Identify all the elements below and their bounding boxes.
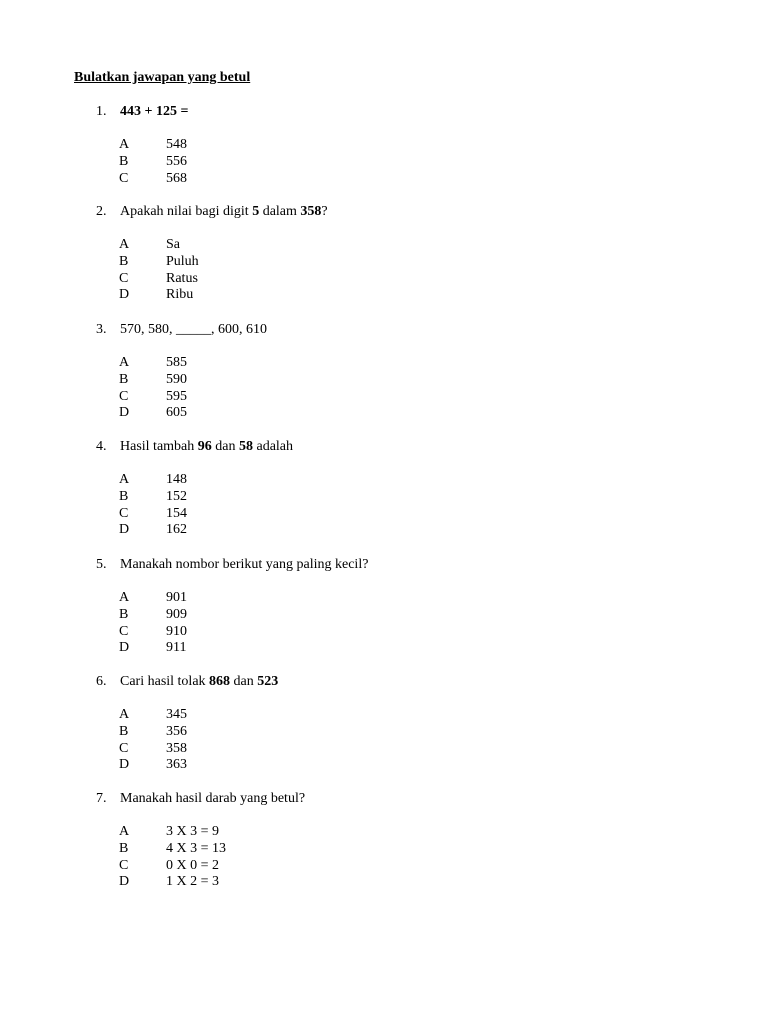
option-letter: C xyxy=(119,388,129,404)
option-list xyxy=(0,237,768,304)
answer-option[interactable] xyxy=(0,171,768,188)
option-list xyxy=(0,137,768,187)
question-number: 1. xyxy=(96,104,107,119)
answer-option[interactable] xyxy=(0,489,768,506)
answer-option[interactable] xyxy=(0,824,768,841)
option-value: 568 xyxy=(166,170,187,186)
option-list xyxy=(0,472,768,539)
question-item xyxy=(0,103,768,187)
question-text xyxy=(120,103,188,120)
question-item xyxy=(0,438,768,539)
question-text xyxy=(120,790,305,807)
question-number: 4. xyxy=(96,439,107,454)
answer-option[interactable] xyxy=(0,841,768,858)
question-item xyxy=(0,790,768,891)
option-value: 595 xyxy=(166,388,187,404)
answer-option[interactable] xyxy=(0,237,768,254)
option-list xyxy=(0,590,768,657)
option-letter: C xyxy=(119,740,129,756)
option-list xyxy=(0,824,768,891)
question-text-part: Manakah hasil darab yang betul? xyxy=(120,791,306,806)
option-value: 152 xyxy=(166,488,187,504)
option-letter: A xyxy=(119,137,130,152)
question-line xyxy=(0,556,768,573)
question-text-bold: 5 xyxy=(252,204,260,219)
answer-option[interactable] xyxy=(0,287,768,304)
answer-option[interactable] xyxy=(0,741,768,758)
answer-option[interactable] xyxy=(0,624,768,641)
option-value: 1 X 2 = 3 xyxy=(166,874,220,890)
question-text xyxy=(120,673,278,690)
option-value: 4 X 3 = 13 xyxy=(166,840,227,856)
option-letter: B xyxy=(119,253,129,269)
answer-option[interactable] xyxy=(0,757,768,774)
answer-option[interactable] xyxy=(0,154,768,171)
option-value: 605 xyxy=(166,405,187,421)
option-letter: C xyxy=(119,170,129,186)
option-letter: C xyxy=(119,505,129,521)
option-letter: C xyxy=(119,857,129,873)
option-letter: A xyxy=(119,590,130,605)
answer-option[interactable] xyxy=(0,372,768,389)
option-value: 363 xyxy=(166,757,187,773)
option-value: 356 xyxy=(166,723,187,739)
option-value: 590 xyxy=(166,371,187,387)
option-letter: A xyxy=(119,237,130,252)
option-value: 3 X 3 = 9 xyxy=(166,824,220,839)
question-text xyxy=(120,438,293,455)
question-number: 7. xyxy=(96,791,107,806)
option-letter: D xyxy=(119,874,130,890)
answer-option[interactable] xyxy=(0,724,768,741)
option-letter: C xyxy=(119,623,129,639)
answer-option[interactable] xyxy=(0,858,768,875)
answer-option[interactable] xyxy=(0,355,768,372)
answer-option[interactable] xyxy=(0,405,768,422)
question-text-part: dalam xyxy=(259,204,301,219)
question-text xyxy=(120,321,267,338)
question-text-part: dan xyxy=(211,439,239,454)
option-letter: B xyxy=(119,371,129,387)
option-letter: D xyxy=(119,405,130,421)
option-list xyxy=(0,707,768,774)
option-value: 345 xyxy=(166,707,187,722)
question-text-part: adalah xyxy=(252,439,294,454)
answer-option[interactable] xyxy=(0,522,768,539)
question-line xyxy=(0,203,768,220)
question-text-part: Apakah nilai bagi digit xyxy=(120,204,253,219)
option-value: 909 xyxy=(166,606,187,622)
question-text-part: Manakah nombor berikut yang paling kecil? xyxy=(120,557,369,572)
option-letter: B xyxy=(119,606,129,622)
option-value: Ratus xyxy=(166,270,198,286)
question-text-bold: 523 xyxy=(257,674,279,689)
answer-option[interactable] xyxy=(0,874,768,891)
question-line xyxy=(0,103,768,120)
option-letter: A xyxy=(119,707,130,722)
question-text-bold: 358 xyxy=(300,204,322,219)
question-text-bold: 58 xyxy=(238,439,253,454)
option-letter: C xyxy=(119,270,129,286)
answer-option[interactable] xyxy=(0,472,768,489)
option-value: 154 xyxy=(166,505,187,521)
option-value: 585 xyxy=(166,355,187,370)
option-value: 0 X 0 = 2 xyxy=(166,857,220,873)
answer-option[interactable] xyxy=(0,590,768,607)
question-text-part: ? xyxy=(321,204,328,219)
answer-option[interactable] xyxy=(0,707,768,724)
option-letter: D xyxy=(119,287,130,303)
question-number: 6. xyxy=(96,674,107,689)
option-letter: B xyxy=(119,488,129,504)
option-value: 901 xyxy=(166,590,187,605)
answer-option[interactable] xyxy=(0,506,768,523)
option-letter: B xyxy=(119,723,129,739)
question-item xyxy=(0,203,768,304)
question-text xyxy=(120,556,368,573)
question-number: 3. xyxy=(96,322,107,337)
option-value: 148 xyxy=(166,472,187,487)
question-number: 2. xyxy=(96,204,107,219)
question-number: 5. xyxy=(96,557,107,572)
option-letter: A xyxy=(119,355,130,370)
question-item xyxy=(0,321,768,422)
question-text-bold: 868 xyxy=(209,674,231,689)
option-value: Ribu xyxy=(166,287,194,303)
question-text-part: Cari hasil tolak xyxy=(120,674,210,689)
question-text-bold: 96 xyxy=(197,439,212,454)
option-letter: D xyxy=(119,522,130,538)
answer-option[interactable] xyxy=(0,389,768,406)
question-text-bold: 443 + 125 = xyxy=(120,104,189,119)
worksheet-title: Bulatkan jawapan yang betul xyxy=(74,70,251,85)
option-letter: D xyxy=(119,640,130,656)
answer-option[interactable] xyxy=(0,137,768,154)
question-item xyxy=(0,556,768,657)
option-letter: A xyxy=(119,472,130,487)
answer-option[interactable] xyxy=(0,271,768,288)
option-value: 162 xyxy=(166,522,187,538)
question-text-part: Hasil tambah xyxy=(120,439,198,454)
option-value: Sa xyxy=(166,237,180,252)
option-value: 548 xyxy=(166,137,187,152)
answer-option[interactable] xyxy=(0,640,768,657)
question-item xyxy=(0,673,768,774)
option-letter: D xyxy=(119,757,130,773)
option-value: 358 xyxy=(166,740,187,756)
question-text xyxy=(120,203,328,220)
option-value: Puluh xyxy=(166,253,199,269)
question-line xyxy=(0,321,768,338)
option-value: 910 xyxy=(166,623,187,639)
question-line xyxy=(0,673,768,690)
option-value: 556 xyxy=(166,153,187,169)
question-text-part: 570, 580, _____, 600, 610 xyxy=(120,322,267,337)
answer-option[interactable] xyxy=(0,254,768,271)
option-value: 911 xyxy=(166,640,187,656)
question-text-part: dan xyxy=(230,674,258,689)
question-line xyxy=(0,790,768,807)
option-letter: A xyxy=(119,824,130,839)
option-letter: B xyxy=(119,840,129,856)
question-line xyxy=(0,438,768,455)
answer-option[interactable] xyxy=(0,607,768,624)
option-letter: B xyxy=(119,153,129,169)
option-list xyxy=(0,355,768,422)
